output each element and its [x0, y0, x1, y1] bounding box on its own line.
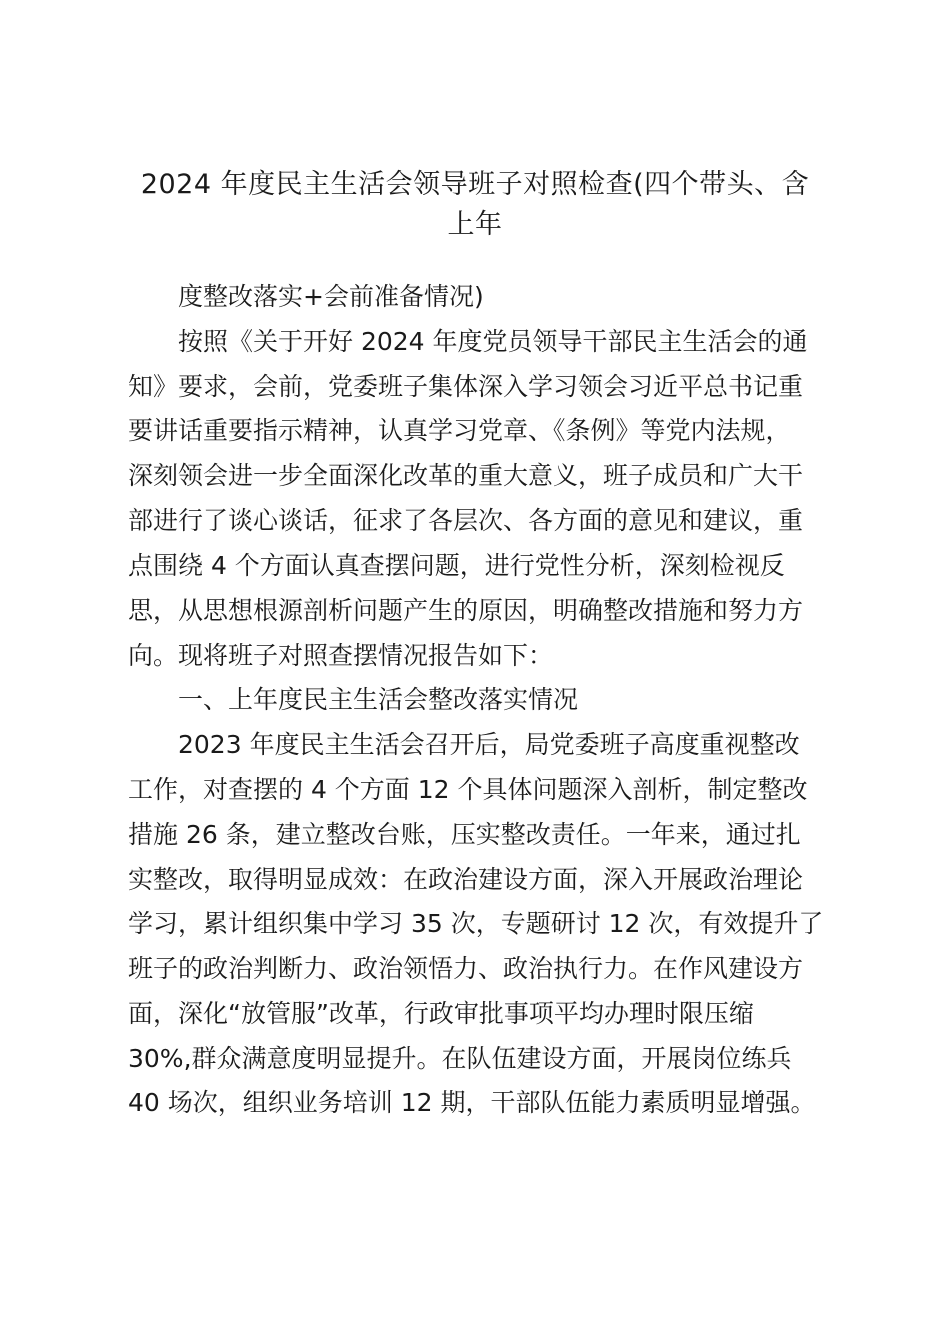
document-title-line-2: 上年 — [447, 209, 503, 240]
document-subtitle: 度整改落实+会前准备情况) — [178, 282, 484, 311]
paragraph-line: 部进行了谈心谈话，征求了各层次、各方面的意见和建议，重 — [128, 506, 804, 535]
paragraph-line: 按照《关于开好 2024 年度党员领导干部民主生活会的通 — [178, 327, 808, 356]
paragraph-line: 点围绕 4 个方面认真查摆问题，进行党性分析，深刻检视反 — [128, 551, 785, 580]
section-heading-1: 一、上年度民主生活会整改落实情况 — [178, 685, 579, 714]
paragraph-line: 30%,群众满意度明显提升。在队伍建设方面，开展岗位练兵 — [128, 1044, 792, 1073]
paragraph-line: 思，从思想根源剖析问题产生的原因，明确整改措施和努力方 — [128, 596, 804, 625]
document-title-line-1: 2024 年度民主生活会领导班子对照检查(四个带头、含 — [140, 169, 810, 200]
paragraph-line: 措施 26 条，建立整改台账，压实整改责任。一年来，通过扎 — [128, 820, 801, 849]
paragraph-line: 面，深化“放管服”改革，行政审批事项平均办理时限压缩 — [128, 999, 754, 1028]
paragraph-line: 工作，对查摆的 4 个方面 12 个具体问题深入剖析，制定整改 — [128, 775, 808, 804]
paragraph-line: 实整改，取得明显成效：在政治建设方面，深入开展政治理论 — [128, 865, 804, 894]
paragraph-line: 深刻领会进一步全面深化改革的重大意义，班子成员和广大干 — [128, 461, 804, 490]
paragraph-line: 学习，累计组织集中学习 35 次，专题研讨 12 次，有效提升了 — [128, 909, 824, 938]
paragraph-line: 要讲话重要指示精神，认真学习党章、《条例》等党内法规， — [128, 416, 791, 445]
paragraph-line: 班子的政治判断力、政治领悟力、政治执行力。在作风建设方 — [128, 954, 804, 983]
paragraph-line: 向。现将班子对照查摆情况报告如下： — [128, 641, 554, 670]
paragraph-line: 知》要求，会前，党委班子集体深入学习领会习近平总书记重 — [128, 372, 804, 401]
paragraph-line: 2023 年度民主生活会召开后，局党委班子高度重视整改 — [178, 730, 800, 759]
paragraph-line: 40 场次，组织业务培训 12 期，干部队伍能力素质明显增强。 — [128, 1088, 816, 1117]
